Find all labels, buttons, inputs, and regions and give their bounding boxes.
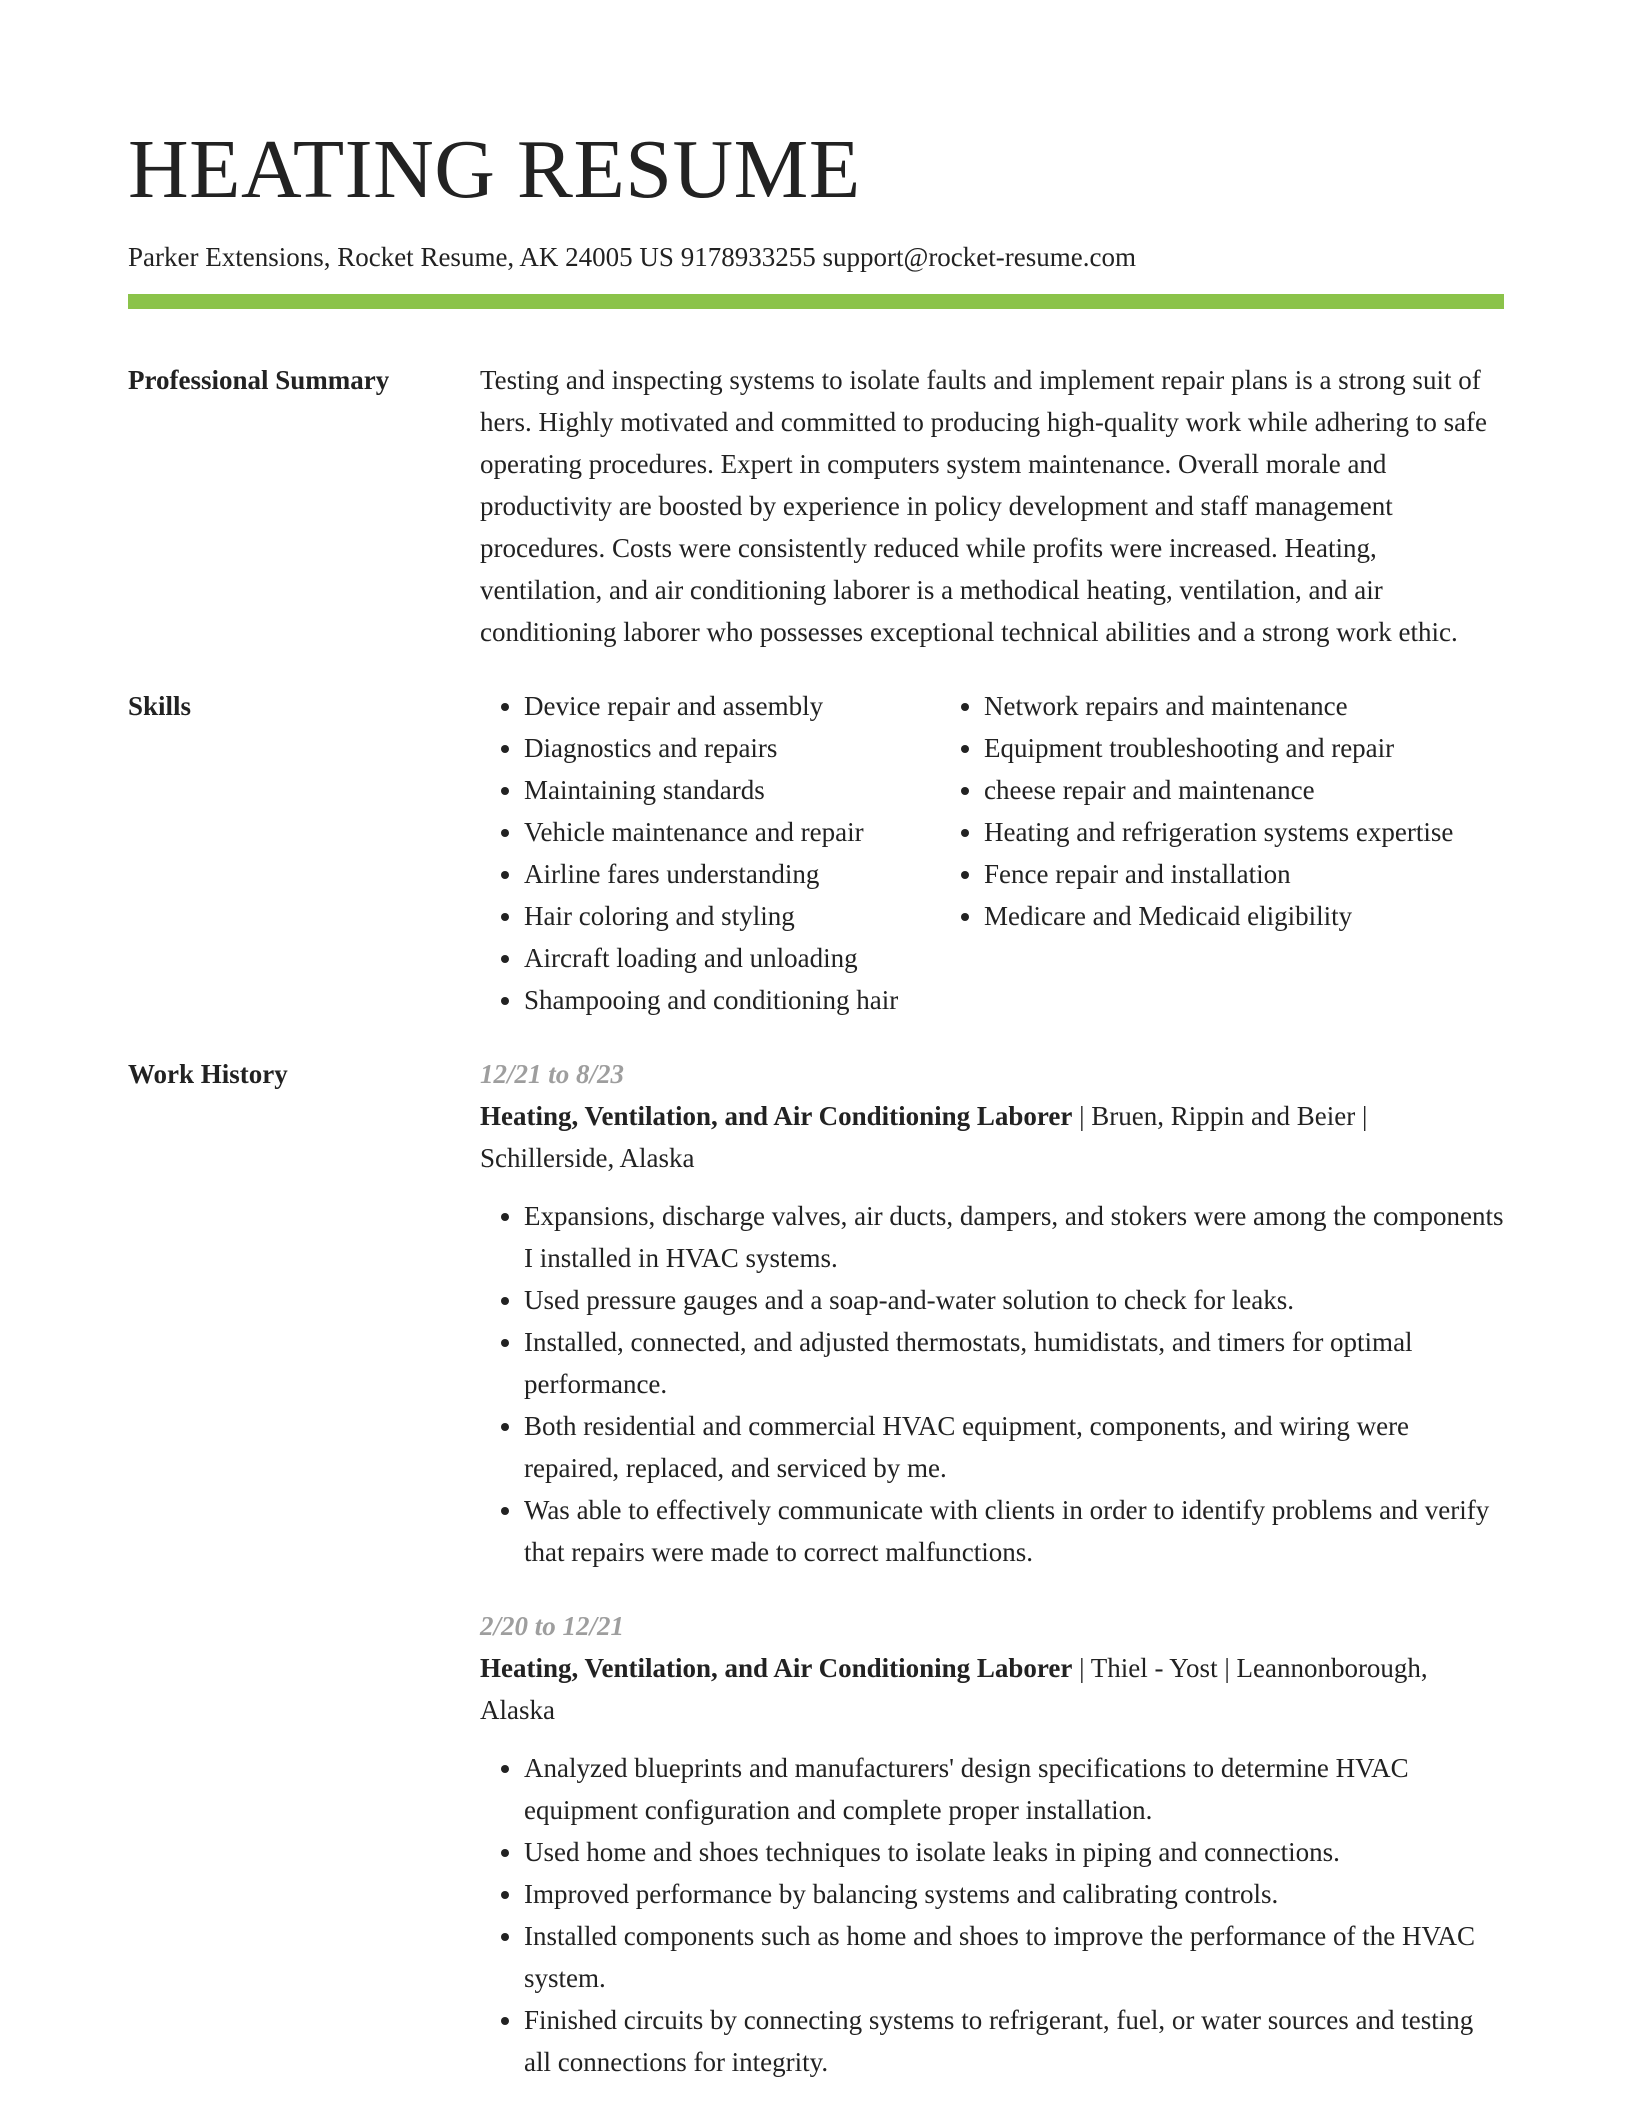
job-entry <box>480 1605 1504 2083</box>
job-entry <box>480 1053 1504 1573</box>
job-dates: 12/21 to 8/23 <box>480 1059 625 1089</box>
skill-item: • Device repair and assembly <box>524 685 940 727</box>
contact-line <box>128 240 1504 274</box>
resume-page <box>128 0 1504 2083</box>
job-company: Thiel - Yost <box>1090 1653 1218 1683</box>
job-title: Heating, Ventilation, and Air Conditioning Laborer <box>480 1653 1073 1683</box>
work-history-heading: Work History <box>128 1059 288 1089</box>
job-header: Heating, Ventilation, and Air Conditioning Laborer | Bruen, Rippin and Beier | Schillerside, Alaska <box>480 1101 1368 1173</box>
work-history-section <box>128 1053 1504 2083</box>
job-company: Bruen, Rippin and Beier <box>1091 1101 1356 1131</box>
skills-heading: Skills <box>128 691 192 721</box>
skills-section <box>128 685 1504 1021</box>
work-history-list <box>480 1053 1504 2083</box>
skill-item: • Maintaining standards <box>524 769 940 811</box>
job-header: Heating, Ventilation, and Air Conditioning Laborer | Thiel - Yost | Leannonborough, Alaska <box>480 1653 1428 1725</box>
job-bullet: • Improved performance by balancing systems and calibrating controls. <box>524 1873 1504 1915</box>
job-bullet: • Installed, connected, and adjusted thermostats, humidistats, and timers for optimal performance. <box>524 1321 1504 1405</box>
job-bullet: • Both residential and commercial HVAC equipment, components, and wiring were repaired, replaced, and serviced by me. <box>524 1405 1504 1489</box>
skill-item: • Shampooing and conditioning hair <box>524 979 940 1021</box>
skill-item: • Network repairs and maintenance <box>984 685 1504 727</box>
skill-item: • Aircraft loading and unloading <box>524 937 940 979</box>
resume-title: HEATING RESUME <box>128 123 861 216</box>
header-divider <box>128 294 1504 309</box>
skills-column-1 <box>480 685 940 1021</box>
job-bullet: • Was able to effectively communicate with clients in order to identify problems and verify that repairs were made to correct malfunctions. <box>524 1489 1504 1573</box>
job-bullet: • Used pressure gauges and a soap-and-water solution to check for leaks. <box>524 1279 1504 1321</box>
skill-item: • Heating and refrigeration systems expertise <box>984 811 1504 853</box>
job-bullet: • Finished circuits by connecting systems to refrigerant, fuel, or water sources and testing all connections for integrity. <box>524 1999 1504 2083</box>
skill-item: • Vehicle maintenance and repair <box>524 811 940 853</box>
job-bullet: • Used home and shoes techniques to isolate leaks in piping and connections. <box>524 1831 1504 1873</box>
job-bullets <box>480 1747 1504 2083</box>
job-bullet: • Expansions, discharge valves, air ducts, dampers, and stokers were among the components I installed in HVAC systems. <box>524 1195 1504 1279</box>
job-dates: 2/20 to 12/21 <box>480 1611 625 1641</box>
skills-column-2 <box>940 685 1504 1021</box>
skill-item: • Equipment troubleshooting and repair <box>984 727 1504 769</box>
job-bullet: • Installed components such as home and shoes to improve the performance of the HVAC system. <box>524 1915 1504 1999</box>
job-location: Schillerside, Alaska <box>480 1143 695 1173</box>
contact-email: support@rocket-resume.com <box>822 242 1136 272</box>
skill-item: • Hair coloring and styling <box>524 895 940 937</box>
skill-item: • cheese repair and maintenance <box>984 769 1504 811</box>
skill-item: • Diagnostics and repairs <box>524 727 940 769</box>
skill-item: • Medicare and Medicaid eligibility <box>984 895 1504 937</box>
job-location: Leannonborough, Alaska <box>480 1653 1428 1725</box>
job-title: Heating, Ventilation, and Air Conditioning Laborer <box>480 1101 1073 1131</box>
skill-item: • Airline fares understanding <box>524 853 940 895</box>
contact-phone: 9178933255 <box>680 242 816 272</box>
summary-text: Testing and inspecting systems to isolate faults and implement repair plans is a strong suit of hers. Highly motivated and committed to producing high-quality work while adhering to safe operating procedures. Expert in computers system maintenance. Overall morale and productivity are boosted by experience in policy development and staff management procedures. Costs were consistently reduced while profits were increased. Heating, ventilation, and air conditioning laborer is a methodical heating, ventilation, and air conditioning laborer who possesses exceptional technical abilities and a strong work ethic. <box>480 365 1488 647</box>
skill-item: • Fence repair and installation <box>984 853 1504 895</box>
summary-section <box>128 359 1504 653</box>
skills-columns <box>480 685 1504 1021</box>
job-bullets <box>480 1195 1504 1573</box>
summary-heading: Professional Summary <box>128 365 390 395</box>
contact-address: Parker Extensions, Rocket Resume, AK 24005 US <box>128 242 674 272</box>
job-bullet: • Analyzed blueprints and manufacturers' design specifications to determine HVAC equipment configuration and complete proper installation. <box>524 1747 1504 1831</box>
